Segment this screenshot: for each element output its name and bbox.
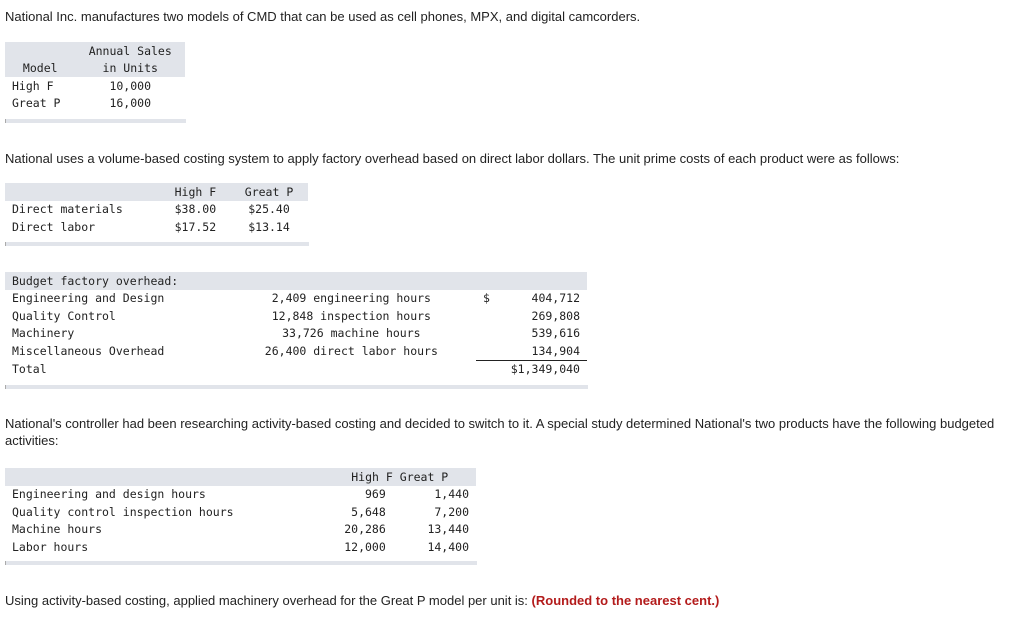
sales-header-line1: Annual Sales <box>88 43 172 58</box>
overhead-table <box>5 272 587 378</box>
table-scrollbar[interactable] <box>5 385 588 389</box>
table-row: Quality control inspection hours 5,648 7,200 <box>12 504 469 519</box>
table-row: Direct materials $38.00 $25.40 <box>12 202 290 217</box>
rounding-note: (Rounded to the nearest cent.) <box>531 593 720 608</box>
table-row: Machinery 33,726 machine hours 539,616 <box>12 326 580 341</box>
table-row: Great P 16,000 <box>12 96 151 111</box>
model-header: Model <box>22 61 58 76</box>
sales-header-line2: in Units <box>102 61 158 76</box>
table-row: High F 10,000 <box>12 78 151 93</box>
table-row: Quality Control 12,848 inspection hours 269,808 <box>12 308 580 323</box>
question-text: Using activity-based costing, applied machinery overhead for the Great P model per unit is: <box>5 593 528 608</box>
overhead-title: Budget factory overhead: <box>12 273 179 288</box>
col-high-f: High F <box>351 469 393 484</box>
table-row: Labor hours 12,000 14,400 <box>12 539 469 554</box>
table-row: Engineering and Design 2,409 engineering hours $ 404,712 <box>12 291 580 306</box>
total-amount: $1,349,040 <box>476 360 587 378</box>
total-row: Total $1,349,040 <box>5 360 587 378</box>
table-scrollbar[interactable] <box>5 561 477 565</box>
table-scrollbar[interactable] <box>5 242 309 246</box>
table-row: Direct labor $17.52 $13.14 <box>12 219 290 234</box>
col-high-f: High F <box>174 184 217 199</box>
costing-paragraph: National uses a volume-based costing system to apply factory overhead based on direct labor dollars. The unit prime costs of each product were as follows: <box>5 151 900 166</box>
table-row: Engineering and design hours 969 1,440 <box>12 487 469 502</box>
sales-table <box>5 42 185 112</box>
intro-paragraph: National Inc. manufactures two models of CMD that can be used as cell phones, MPX, and digital camcorders. <box>5 9 641 24</box>
question-paragraph <box>5 592 719 609</box>
table-scrollbar[interactable] <box>5 119 186 123</box>
prime-cost-table <box>5 183 308 236</box>
controller-paragraph: National's controller had been researching activity-based costing and decided to switch to it. A special study determined National's two products have the following budgeted activities: <box>5 416 995 448</box>
table-row: Machine hours 20,286 13,440 <box>12 522 469 537</box>
col-great-p: Great P <box>244 184 294 199</box>
activity-table <box>5 468 476 556</box>
table-row: Miscellaneous Overhead 26,400 direct labor hours 134,904 <box>12 343 580 358</box>
col-great-p: Great P <box>399 469 449 484</box>
